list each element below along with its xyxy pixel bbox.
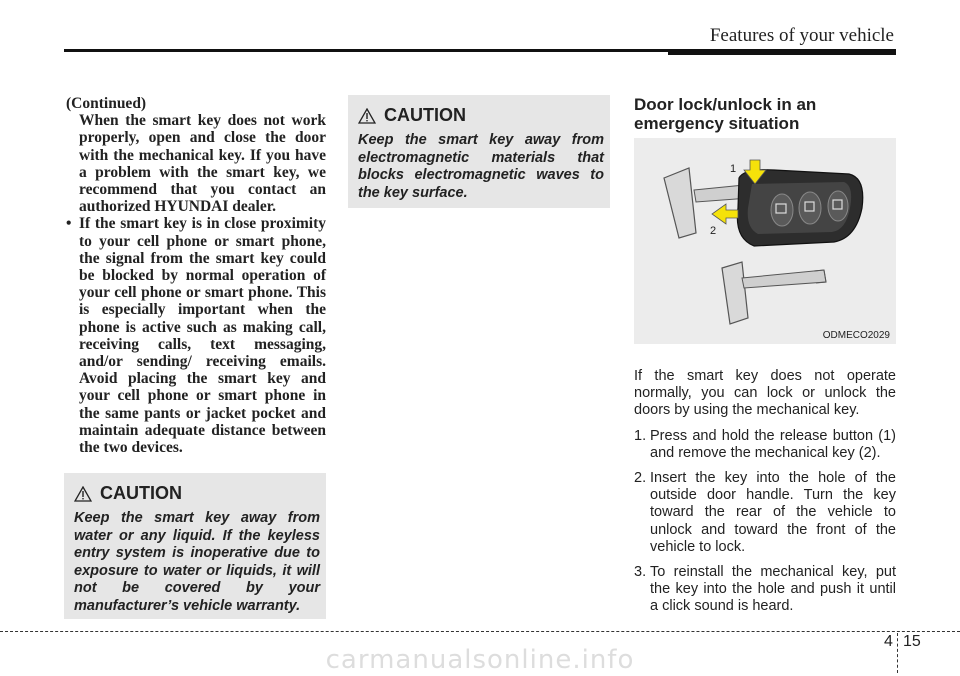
caution-box-water <box>64 473 326 619</box>
intro-paragraph: If the smart key does not operate normally, you can lock or unlock the doors by using the mechanical key. <box>634 368 896 419</box>
smart-key-figure <box>634 138 896 344</box>
bullet-phone-interference <box>66 215 326 456</box>
right-column-heading-wrap <box>634 95 896 133</box>
left-column <box>66 95 326 456</box>
step-1 <box>634 428 896 462</box>
step-number: 2. <box>634 470 647 487</box>
warning-triangle-icon <box>74 486 92 502</box>
caution-text: Keep the smart key away from water or any liquid. If the keyless entry system is inoperative due to exposure to water or liquids, it will not be covered by your manufacturer’s vehicle warranty. <box>74 510 320 614</box>
section-heading: Door lock/unlock in an emergency situation <box>634 95 817 133</box>
step-text: Insert the key into the hole of the outside door handle. Turn the key toward the rear of the vehicle to unlock and toward the front of the vehicle to lock. <box>650 470 896 555</box>
warning-triangle-icon <box>358 108 376 124</box>
step-number: 1. <box>634 427 647 444</box>
footer-rule <box>0 631 960 632</box>
callout-2: 2 <box>710 225 717 237</box>
step-3 <box>634 564 896 616</box>
step-2 <box>634 470 896 556</box>
bullet-symbol: • <box>66 215 72 233</box>
header-rule-accent <box>668 49 896 55</box>
right-column-body <box>634 368 896 624</box>
page-header-title: Features of your vehicle <box>709 25 894 46</box>
loose-mechanical-key-icon <box>722 262 826 324</box>
caution-text: Keep the smart key away from electromagnetic materials that blocks electromagnetic waves to the key surface. <box>358 132 604 201</box>
figure-code: ODMECO2029 <box>822 330 890 341</box>
smart-key-illustration <box>634 138 896 344</box>
watermark-text: carmanualsonline.info <box>325 645 635 675</box>
chapter-number: 4 <box>884 633 893 650</box>
arrow-2-icon <box>712 204 738 224</box>
bullet-text: If the smart key is in close proximity to your cell phone or smart phone, the signal from the smart key could be blocked by normal operation of your cell phone or smart phone. This is especially important when the phone is active such as making call, receiving calls, text messaging, and/or sending/ receiving emails. Avoid placing the smart key and your cell phone or smart phone in the same pants or jacket pocket and maintain adequate distance between the two devices. <box>79 215 326 457</box>
step-number: 3. <box>634 564 647 581</box>
step-text: To reinstall the mechanical key, put the key into the hole and push it until a click sound is heard. <box>650 564 896 615</box>
callout-1: 1 <box>730 163 737 175</box>
continued-label: (Continued) <box>66 95 147 112</box>
caution-title: CAUTION <box>384 105 466 125</box>
caution-title: CAUTION <box>100 483 182 503</box>
paragraph-smart-key-failure: When the smart key does not work properly, open and close the door with the mechanical key. If you have a problem with the smart key, we recommend that you contact an authorized HYUNDAI dealer. <box>79 112 326 216</box>
step-text: Press and hold the release button (1) and remove the mechanical key (2). <box>650 427 896 461</box>
caution-box-magnetic <box>348 95 610 208</box>
page-number: 15 <box>903 633 921 650</box>
